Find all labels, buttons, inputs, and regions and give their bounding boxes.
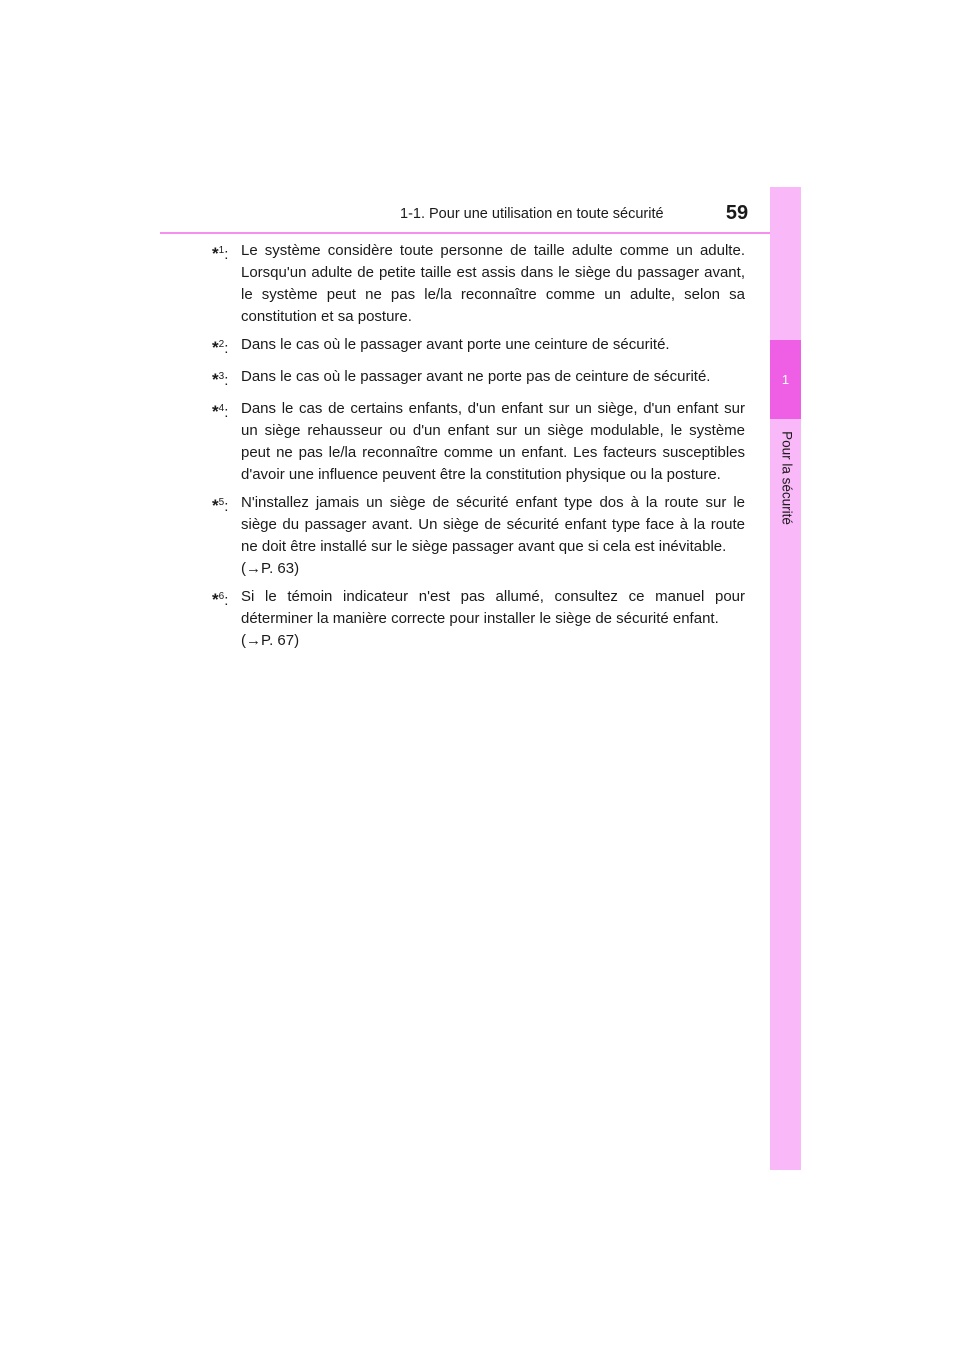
footnote-number: 2 — [218, 339, 225, 350]
page-number: 59 — [725, 202, 749, 224]
footnote-text — [241, 334, 745, 356]
asterisk-icon: * — [212, 244, 219, 263]
footnote-marker: *$^2$: — [212, 338, 229, 357]
footnote-number: 4 — [218, 403, 225, 414]
asterisk-icon: * — [212, 338, 219, 357]
footnote-text — [241, 366, 745, 388]
chapter-number: 1 — [781, 372, 790, 387]
footnote-number: 1 — [218, 245, 225, 256]
header-divider — [160, 232, 800, 234]
chapter-side-tab — [770, 187, 801, 1170]
asterisk-icon: * — [212, 590, 219, 609]
footnote-body: Dans le cas où le passager avant ne porte pas de ceinture de sécurité. — [241, 368, 711, 385]
footnote-marker: *$^6$: — [212, 590, 229, 609]
asterisk-icon: * — [212, 402, 219, 421]
footnote-marker: *$^1$: — [212, 244, 229, 263]
footnote-5 — [212, 492, 745, 580]
footnote-6 — [212, 586, 745, 652]
footnote-1 — [212, 240, 745, 328]
footnote-3 — [212, 366, 745, 392]
footnote-text — [241, 398, 745, 486]
footnote-marker: *$^4$: — [212, 402, 229, 421]
footnote-list — [212, 240, 745, 658]
footnote-body: Dans le cas où le passager avant porte une ceinture de sécurité. — [241, 336, 670, 353]
page-reference-link[interactable]: (→P. 63) — [241, 560, 300, 577]
footnote-number: 5 — [218, 497, 225, 508]
footnote-marker: *$^3$: — [212, 370, 229, 389]
footnote-body: Si le témoin indicateur n'est pas allumé, consultez ce manuel pour déterminer la manière correcte pour installer le siège de sécurité enfant. — [241, 588, 745, 627]
footnote-number: 6 — [218, 591, 225, 602]
asterisk-icon: * — [212, 370, 219, 389]
section-title: 1-1. Pour une utilisation en toute sécurité — [400, 206, 664, 222]
footnote-body: Le système considère toute personne de taille adulte comme un adulte. Lorsqu'un adulte de petite taille est assis dans le siège du passager avant, le système peut ne pas le/la reconnaître comme un adulte, selon sa constitution et sa posture. — [241, 242, 745, 325]
chapter-label: Pour la sécurité — [779, 431, 795, 525]
asterisk-icon: * — [212, 496, 219, 515]
footnote-body: Dans le cas de certains enfants, d'un enfant sur un siège, d'un enfant sur un siège rehausseur ou d'un enfant sur un siège modulable, le système peut ne pas le/la reconnaître comme un enfant. Les facteurs susceptibles d'avoir une influence peuvent être la constitution physique ou la posture. — [241, 400, 745, 483]
footnote-text — [241, 586, 745, 652]
footnote-marker: *$^5$: — [212, 496, 229, 515]
footnote-2 — [212, 334, 745, 360]
footnote-number: 3 — [218, 371, 225, 382]
footnote-text — [241, 492, 745, 580]
footnote-4 — [212, 398, 745, 486]
footnote-body: N'installez jamais un siège de sécurité enfant type dos à la route sur le siège du passager avant. Un siège de sécurité enfant type face à la route ne doit être installé sur le siège passager avant que si cela est inévitable. — [241, 494, 745, 555]
page-reference-link[interactable]: (→P. 67) — [241, 632, 300, 649]
footnote-text — [241, 240, 745, 328]
